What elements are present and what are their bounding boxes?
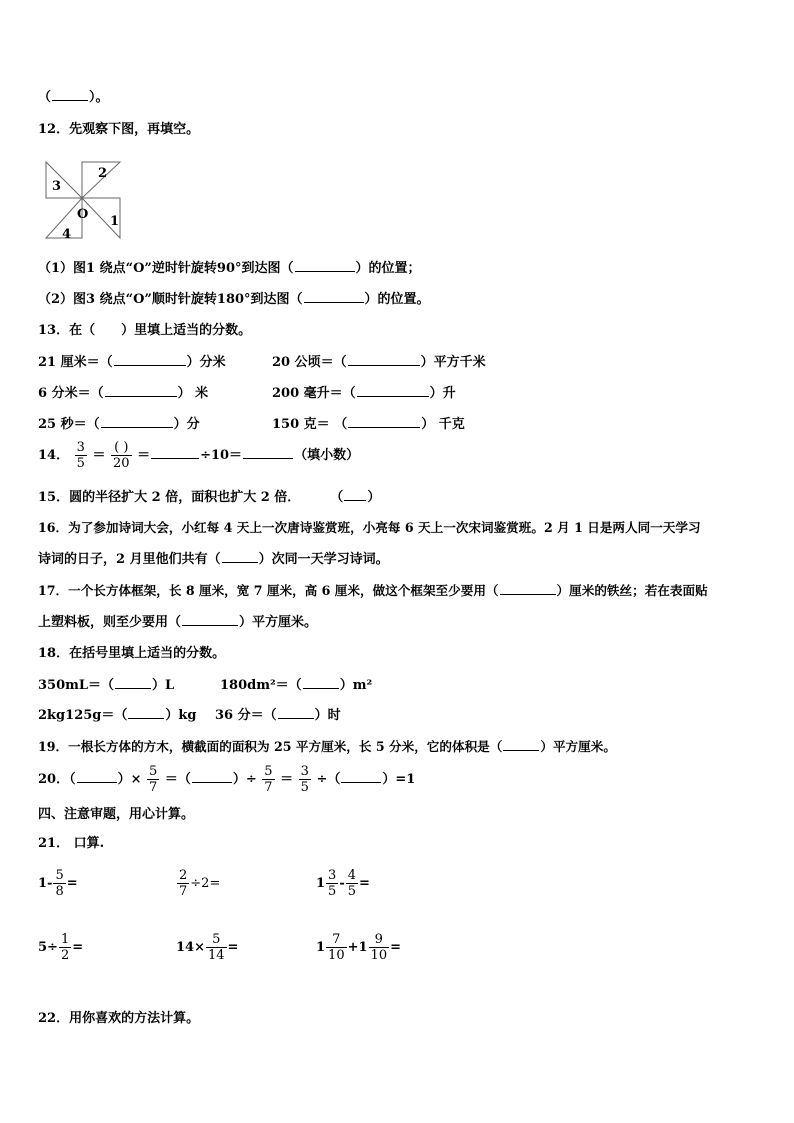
q17-line-1: 17．一个长方体框架，长 8 厘米，宽 7 厘米，高 6 厘米，做这个框架至少要用（ ）厘米的铁丝；若在表面贴	[38, 583, 708, 598]
answer-line-top: （ ）。	[38, 90, 109, 105]
section-4-heading: 四、注意审题，用心计算。	[38, 807, 195, 822]
q16-line-2: 诗词的日子，2 月里他们共有（ ）次同一天学习诗词。	[38, 552, 389, 567]
blank[interactable]	[105, 384, 177, 397]
q21-expr-1: 1- $\frac{5}{8}$ =	[38, 868, 78, 899]
fraction-blank-20: $\frac{( )}{20}$	[112, 440, 130, 471]
label-4: 4	[62, 227, 72, 242]
blank[interactable]	[222, 550, 258, 563]
q21-expr-3: 1 $\frac{3}{5}$ - $\frac{4}{5}$ =	[316, 868, 370, 899]
q17-line-2: 上塑料板，则至少要用（ ）平方厘米。	[38, 615, 318, 630]
blank[interactable]	[151, 446, 199, 459]
blank[interactable]	[77, 770, 117, 783]
blank[interactable]	[182, 613, 238, 626]
q13-row-2-right: 200 毫升＝（ ）升	[272, 386, 456, 401]
q21-expr-4: 5÷ $\frac{1}{2}$ =	[38, 932, 84, 963]
label-2: 2	[98, 166, 108, 181]
blank[interactable]	[341, 770, 381, 783]
blank[interactable]	[304, 290, 364, 303]
blank[interactable]	[295, 259, 355, 272]
blank[interactable]	[115, 676, 151, 689]
q13-row-3-right: 150 克＝ （ ） 千克	[272, 417, 465, 432]
q22-title: 22．用你喜欢的方法计算。	[38, 1011, 200, 1026]
blank[interactable]	[243, 446, 293, 459]
q21-title: 21． 口算.	[38, 836, 105, 851]
blank[interactable]	[344, 488, 366, 501]
q13-row-2-left: 6 分米＝（ ） 米	[38, 386, 209, 401]
q21-expr-5: 14× $\frac{5}{14}$ =	[176, 932, 239, 963]
blank[interactable]	[503, 738, 539, 751]
q13-row-3-left: 25 秒＝（ ）分	[38, 417, 200, 432]
blank[interactable]	[278, 706, 314, 719]
q19-line: 19．一根长方体的方木，横截面的面积为 25 平方厘米，长 5 分米，它的体积是（ ）平方厘米。	[38, 739, 616, 754]
label-o: O	[77, 207, 89, 222]
blank[interactable]	[101, 415, 173, 428]
q20-line: 20．（ ）× $\frac{5}{7}$ ＝（ ）÷ $\frac{5}{7}$ ＝ $\frac{3}{5}$ ÷（ ）=1	[38, 764, 416, 795]
blank[interactable]	[128, 706, 164, 719]
q21-expr-2: $\frac{2}{7}$ ÷2=	[179, 868, 221, 899]
pinwheel-figure	[40, 156, 126, 242]
blank[interactable]	[192, 770, 232, 783]
q18-row-2-right: 36 分＝（ ）时	[215, 708, 341, 723]
blank[interactable]	[303, 676, 339, 689]
blank[interactable]	[500, 582, 556, 595]
q14-line: 14． $\frac{3}{5}$ ＝ $\frac{( )}{20}$ ＝ ÷10＝ （填小数）	[38, 440, 360, 471]
blank[interactable]	[357, 384, 429, 397]
q12-title: 12．先观察下图，再填空。	[38, 122, 200, 137]
blank[interactable]	[348, 353, 420, 366]
fraction-3-5: $\frac{3}{5}$	[76, 440, 85, 471]
blank[interactable]	[114, 353, 186, 366]
q18-title: 18．在括号里填上适当的分数。	[38, 646, 226, 661]
q18-row-1-left: 350mL＝（ ）L	[38, 678, 175, 693]
fraction-5-7: $\frac{5}{7}$	[264, 764, 273, 795]
q15-line: 15．圆的半径扩大 2 倍，面积也扩大 2 倍． （ ）	[38, 490, 381, 505]
fraction-3-5: $\frac{3}{5}$	[300, 764, 309, 795]
q21-expr-6: 1 $\frac{7}{10}$ +1 $\frac{9}{10}$ =	[316, 932, 401, 963]
q16-line-1: 16．为了参加诗词大会，小红每 4 天上一次唐诗鉴赏班，小亮每 6 天上一次宋词鉴赏班。2 月 1 日是两人同一天学习	[38, 520, 701, 535]
q13-row-1-left: 21 厘米＝（ ）分米	[38, 355, 226, 370]
q12-sub2: （2）图3 绕点“O”顺时针旋转180°到达图（ ）的位置。	[38, 292, 430, 307]
fraction-5-7: $\frac{5}{7}$	[149, 764, 158, 795]
q13-row-1-right: 20 公顷＝（ ）平方千米	[272, 355, 486, 370]
q18-row-2-left: 2kg125g＝（ ）kg	[38, 708, 197, 723]
label-1: 1	[110, 214, 120, 229]
q13-title: 13．在（ ）里填上适当的分数。	[38, 323, 252, 338]
blank[interactable]	[52, 88, 88, 101]
q18-row-1-right: 180dm²＝（ ）m²	[220, 678, 373, 693]
label-3: 3	[52, 179, 62, 194]
blank[interactable]	[348, 415, 420, 428]
q12-sub1: （1）图1 绕点“O”逆时针旋转90°到达图（ ）的位置；	[38, 261, 421, 276]
